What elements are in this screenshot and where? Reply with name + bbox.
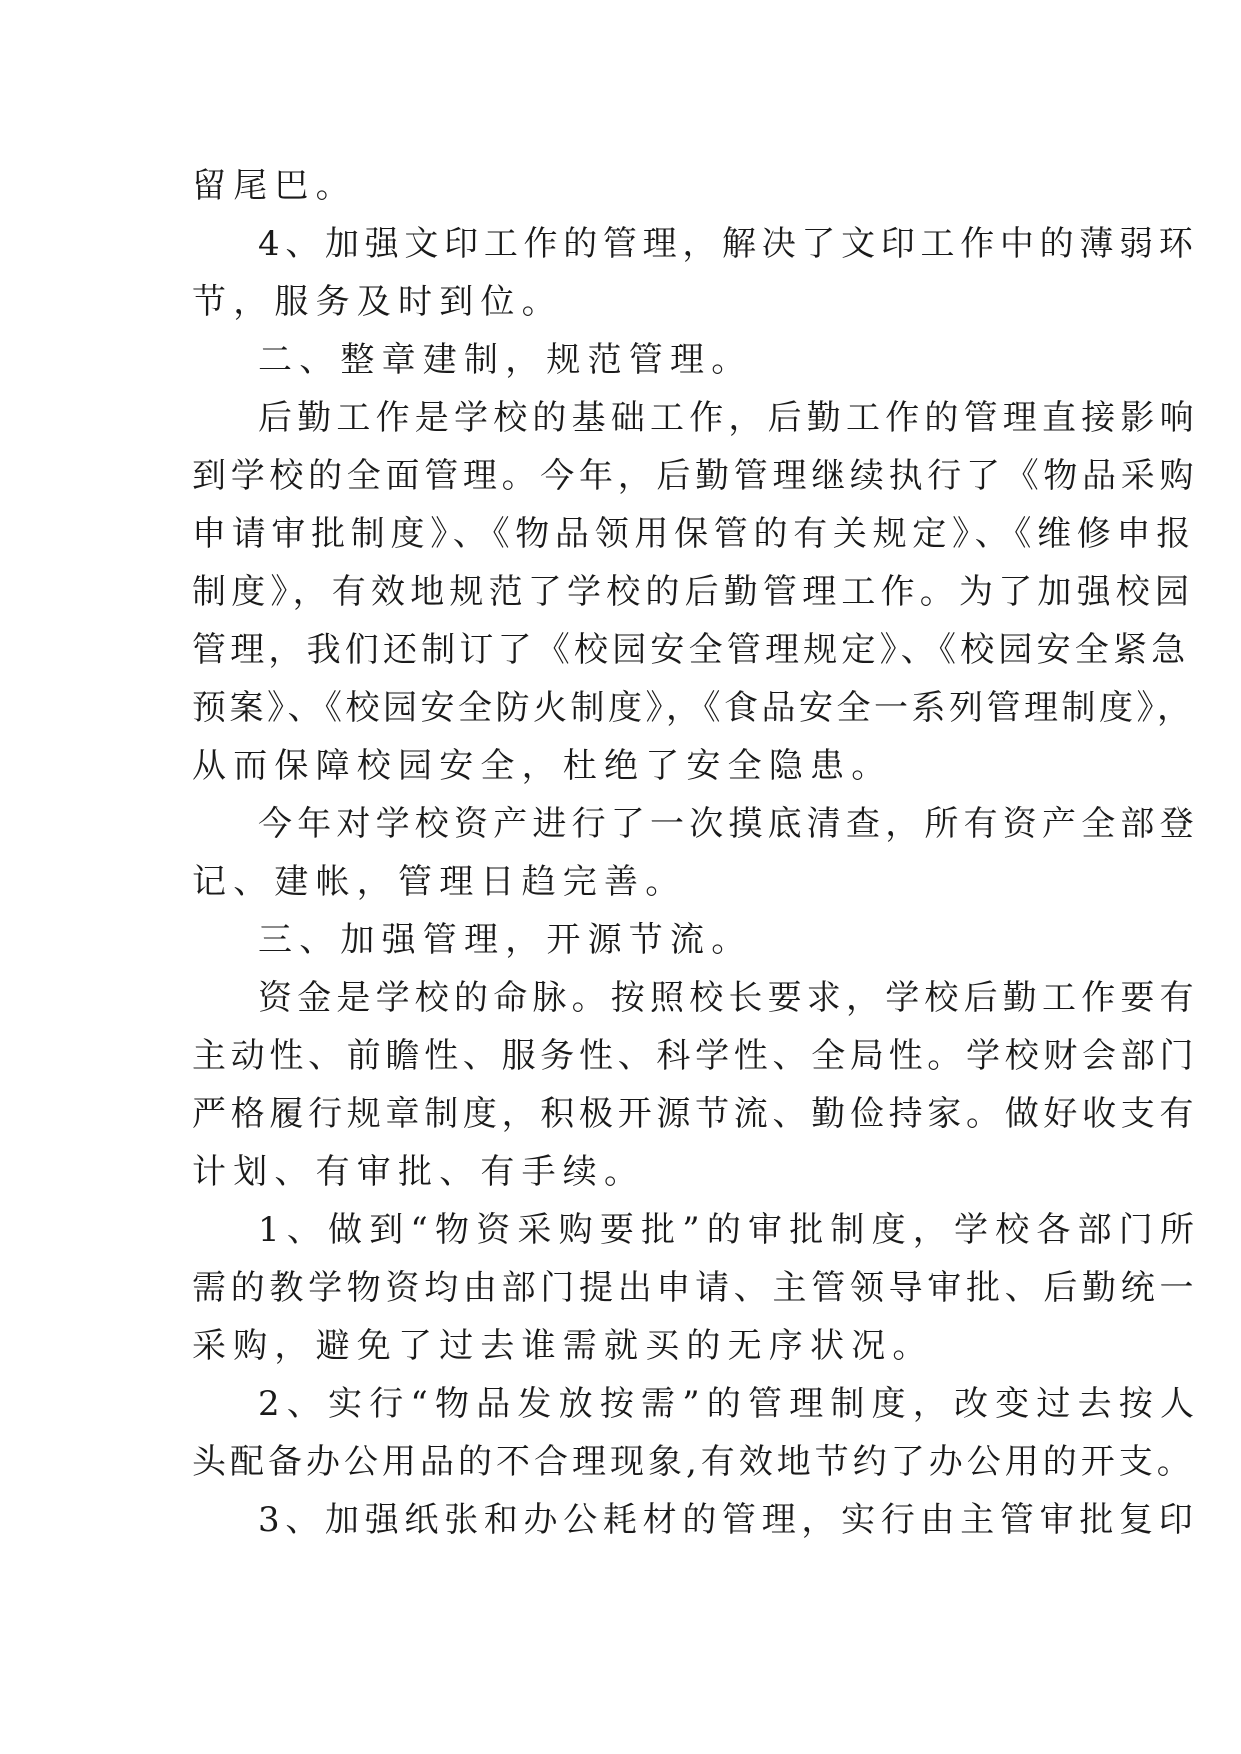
text-line: 制度》，有效地规范了学校的后勤管理工作。为了加强校园 xyxy=(192,572,1195,612)
text-line: 预案》、《校园安全防火制度》，《食品安全一系列管理制度》， xyxy=(192,688,1195,728)
text-line: 计划、有审批、有手续。 xyxy=(192,1152,646,1192)
text-line: 4、加强文印工作的管理，解决了文印工作中的薄弱环 xyxy=(258,224,1199,264)
text-line: 从而保障校园安全，杜绝了安全隐患。 xyxy=(192,746,893,786)
text-line: 1、做到“物资采购要批”的审批制度，学校各部门所 xyxy=(258,1210,1202,1250)
text-line: 头配备办公用品的不合理现象,有效地节约了办公用的开支。 xyxy=(192,1442,1195,1482)
text-line: 三、加强管理，开源节流。 xyxy=(258,920,753,960)
text-line: 采购，避免了过去谁需就买的无序状况。 xyxy=(192,1326,934,1366)
text-line: 留尾巴。 xyxy=(192,166,357,206)
text-line: 2、实行“物品发放按需”的管理制度，改变过去按人 xyxy=(258,1384,1202,1424)
text-line: 3、加强纸张和办公耗材的管理，实行由主管审批复印 xyxy=(258,1500,1199,1540)
text-line: 管理，我们还制订了《校园安全管理规定》、《校园安全紧急 xyxy=(192,630,1190,670)
text-line: 节，服务及时到位。 xyxy=(192,282,563,322)
text-line: 申请审批制度》、《物品领用保管的有关规定》、《维修申报 xyxy=(192,514,1196,554)
text-line: 记、建帐，管理日趋完善。 xyxy=(192,862,687,902)
text-line: 二、整章建制，规范管理。 xyxy=(258,340,753,380)
text-line: 今年对学校资产进行了一次摸底清查，所有资产全部登 xyxy=(258,804,1199,844)
text-line: 后勤工作是学校的基础工作，后勤工作的管理直接影响 xyxy=(258,398,1199,438)
text-line: 资金是学校的命脉。按照校长要求，学校后勤工作要有 xyxy=(258,978,1199,1018)
text-line: 到学校的全面管理。今年，后勤管理继续执行了《物品采购 xyxy=(192,456,1199,496)
text-line: 主动性、前瞻性、服务性、科学性、全局性。学校财会部门 xyxy=(192,1036,1199,1076)
text-line: 严格履行规章制度，积极开源节流、勤俭持家。做好收支有 xyxy=(192,1094,1199,1134)
text-line: 需的教学物资均由部门提出申请、主管领导审批、后勤统一 xyxy=(192,1268,1199,1308)
